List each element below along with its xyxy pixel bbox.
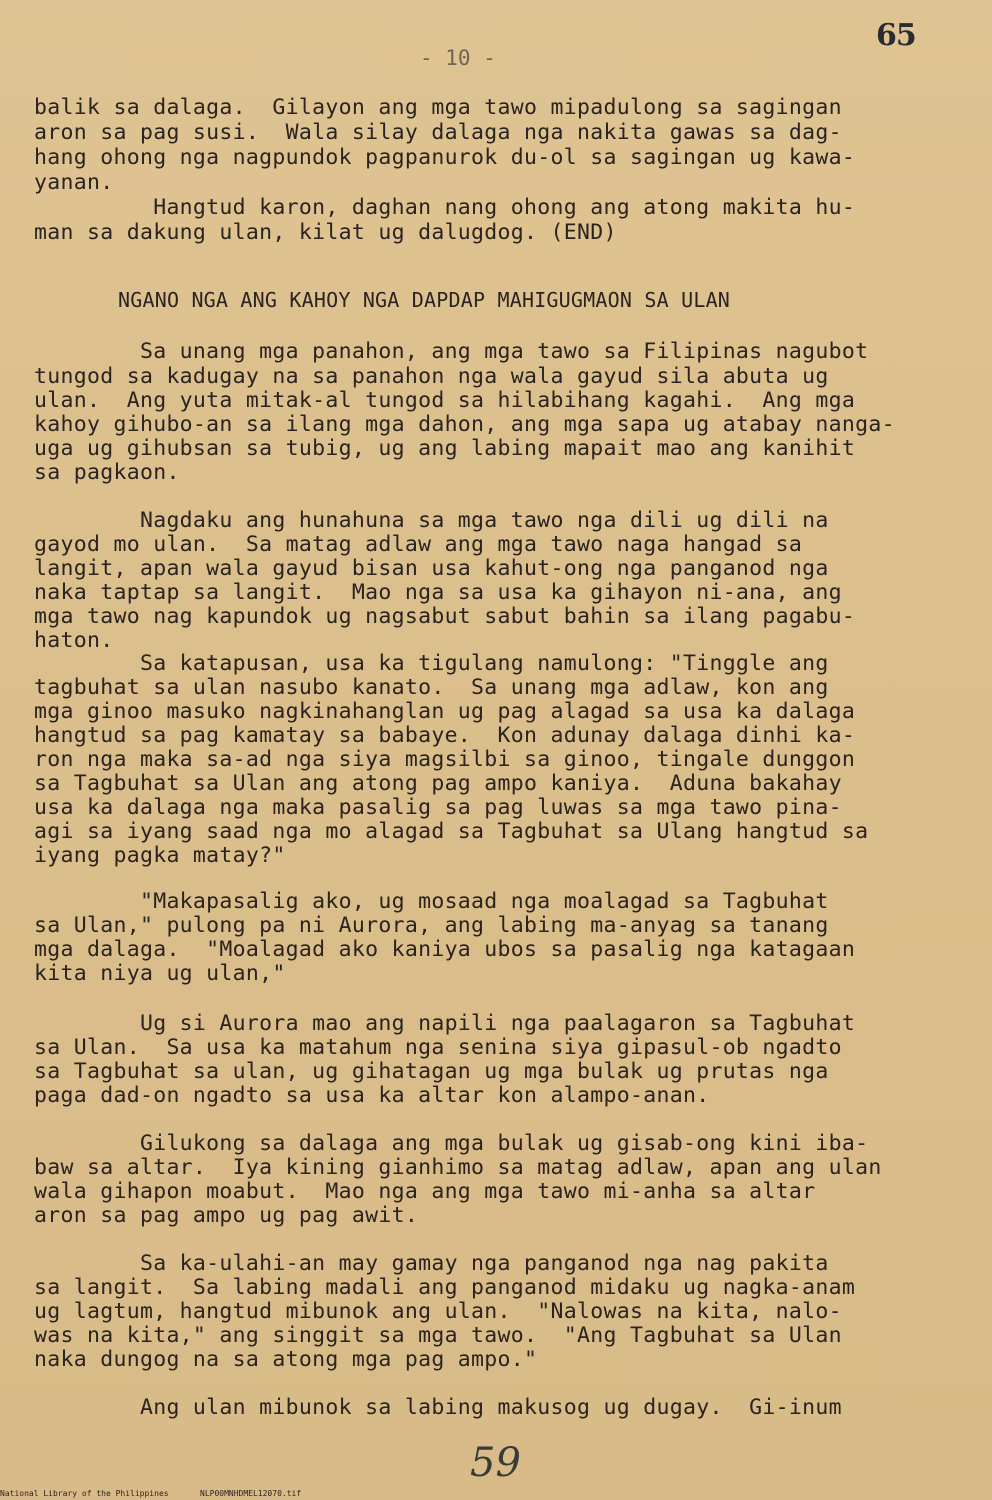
text-line: ulan. Ang yuta mitak-al tungod sa hilabihang kagahi. Ang mga xyxy=(34,388,856,413)
text-line: mga tawo nag kapundok ug nagsabut sabut bahin sa ilang pagabu- xyxy=(34,604,856,629)
text-line: sa pagkaon. xyxy=(34,460,180,485)
text-line: tungod sa kadugay na sa panahon nga wala gayud sila abuta ug xyxy=(34,364,829,389)
text-line: yanan. xyxy=(34,170,114,195)
text-line: Hangtud karon, daghan nang ohong ang atong makita hu- xyxy=(34,195,856,220)
text-line: iyang pagka matay?" xyxy=(34,843,286,868)
text-line: sa langit. Sa labing madali ang panganod midaku ug nagka-anam xyxy=(34,1275,856,1300)
story-title: NGANO NGA ANG KAHOY NGA DAPDAP MAHIGUGMAON SA ULAN xyxy=(118,288,731,312)
text-line: tagbuhat sa ulan nasubo kanato. Sa unang mga adlaw, kon ang xyxy=(34,675,829,700)
text-line: Sa katapusan, usa ka tigulang namulong: "Tinggle ang xyxy=(34,651,829,676)
text-line: langit, apan wala gayud bisan usa kahut-ong nga panganod nga xyxy=(34,556,829,581)
text-line: Nagdaku ang hunahuna sa mga tawo nga dili ug dili na xyxy=(34,508,829,533)
text-line: ug lagtum, hangtud mibunok ang ulan. "Nalowas na kita, nalo- xyxy=(34,1299,842,1324)
text-line: Ug si Aurora mao ang napili nga paalagaron sa Tagbuhat xyxy=(34,1011,856,1036)
text-line: man sa dakung ulan, kilat ug dalugdog. (END) xyxy=(34,220,617,245)
text-line: agi sa iyang saad nga mo alagad sa Tagbuhat sa Ulang hangtud sa xyxy=(34,819,869,844)
text-line: hang ohong nga nagpundok pagpanurok du-ol sa sagingan ug kawa- xyxy=(34,145,856,170)
text-line: uga ug gihubsan sa tubig, ug ang labing mapait mao ang kanihit xyxy=(34,436,856,461)
scan-filename: NLP00MNHDMEL12070.tif xyxy=(200,1489,302,1498)
text-line: baw sa altar. Iya kining gianhimo sa matag adlaw, apan ang ulan xyxy=(34,1155,882,1180)
text-line: sa Ulan," pulong pa ni Aurora, ang labing ma-anyag sa tanang xyxy=(34,913,829,938)
text-line: mga dalaga. "Moalagad ako kaniya ubos sa pasalig nga katagaan xyxy=(34,937,856,962)
handwritten-folio-number: 59 xyxy=(470,1440,521,1486)
text-line: aron sa pag susi. Wala silay dalaga nga nakita gawas sa dag- xyxy=(34,120,842,145)
text-line: ron nga maka sa-ad nga siya magsilbi sa ginoo, tingale dunggon xyxy=(34,747,856,772)
handwritten-page-number: 65 xyxy=(876,18,916,53)
text-line: paga dad-on ngadto sa usa ka altar kon alampo-anan. xyxy=(34,1083,710,1108)
text-line: usa ka dalaga nga maka pasalig sa pag luwas sa mga tawo pina- xyxy=(34,795,842,820)
typed-page-number: - 10 - xyxy=(420,46,496,70)
text-line: balik sa dalaga. Gilayon ang mga tawo mipadulong sa sagingan xyxy=(34,95,842,120)
text-line: haton. xyxy=(34,628,114,653)
text-line: sa Tagbuhat sa Ulan ang atong pag ampo kaniya. Aduna bakahay xyxy=(34,771,842,796)
text-line: wala gihapon moabut. Mao nga ang mga tawo mi-anha sa altar xyxy=(34,1179,816,1204)
text-line: hangtud sa pag kamatay sa babaye. Kon adunay dalaga dinhi ka- xyxy=(34,723,856,748)
text-line: kahoy gihubo-an sa ilang mga dahon, ang mga sapa ug atabay nanga- xyxy=(34,412,895,437)
text-line: mga ginoo masuko nagkinahanglan ug pag alagad sa usa ka dalaga xyxy=(34,699,856,724)
text-line: Sa ka-ulahi-an may gamay nga panganod nga nag pakita xyxy=(34,1251,829,1276)
text-line: "Makapasalig ako, ug mosaad nga moalagad sa Tagbuhat xyxy=(34,889,829,914)
text-line: sa Ulan. Sa usa ka matahum nga senina siya gipasul-ob ngadto xyxy=(34,1035,842,1060)
text-line: was na kita," ang singgit sa mga tawo. "Ang Tagbuhat sa Ulan xyxy=(34,1323,842,1348)
text-line: sa Tagbuhat sa ulan, ug gihatagan ug mga bulak ug prutas nga xyxy=(34,1059,829,1084)
text-line: naka dungog na sa atong mga pag ampo." xyxy=(34,1347,538,1372)
text-line: kita niya ug ulan," xyxy=(34,961,286,986)
text-line: aron sa pag ampo ug pag awit. xyxy=(34,1203,419,1228)
text-line: Sa unang mga panahon, ang mga tawo sa Filipinas nagubot xyxy=(34,339,869,364)
text-line: Gilukong sa dalaga ang mga bulak ug gisab-ong kini iba- xyxy=(34,1131,869,1156)
text-line: Ang ulan mibunok sa labing makusog ug dugay. Gi-inum xyxy=(34,1395,842,1420)
text-line: naka taptap sa langit. Mao nga sa usa ka gihayon ni-ana, ang xyxy=(34,580,842,605)
library-credit: National Library of the Philippines xyxy=(0,1489,169,1498)
text-line: gayod mo ulan. Sa matag adlaw ang mga tawo naga hangad sa xyxy=(34,532,803,557)
